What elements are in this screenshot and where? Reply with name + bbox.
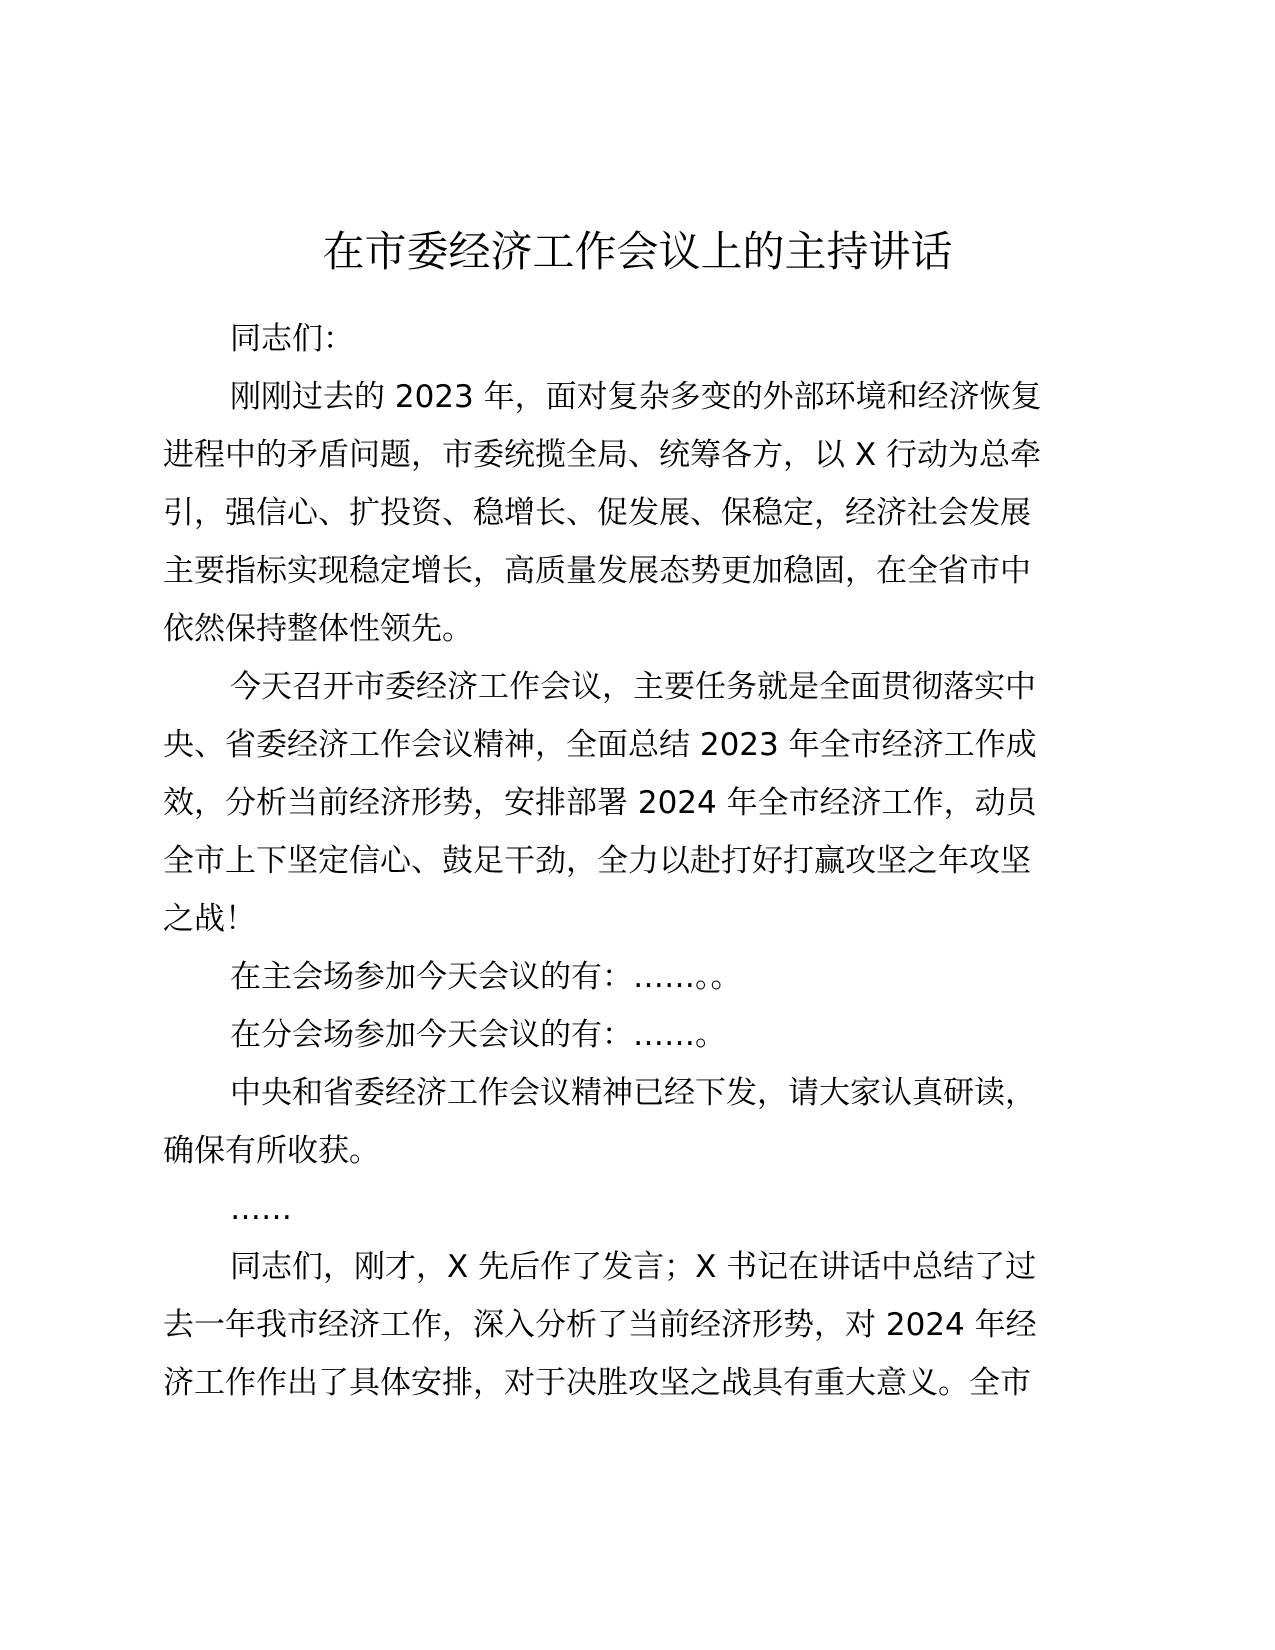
- paragraph-line: ……: [230, 1191, 292, 1227]
- paragraph-line: 刚刚过去的 2023 年，面对复杂多变的外部环境和经济恢复: [230, 379, 1042, 415]
- paragraph-line: 依然保持整体性领先。: [163, 611, 473, 647]
- paragraph-line: 进程中的矛盾问题，市委统揽全局、统筹各方，以 X 行动为总牵: [163, 437, 1041, 473]
- paragraph-line: 全市上下坚定信心、鼓足干劲，全力以赴打好打赢攻坚之年攻坚: [163, 843, 1031, 879]
- paragraph-review-2023: [163, 368, 1098, 658]
- document-body: [163, 310, 1098, 1412]
- paragraph-branch-venue: [163, 1006, 1098, 1064]
- paragraph-line: 在分会场参加今天会议的有：……。: [230, 1017, 726, 1053]
- paragraph-summary: [163, 1238, 1098, 1412]
- paragraph-line: 济工作作出了具体安排，对于决胜攻坚之战具有重大意义。全市: [163, 1365, 1031, 1401]
- paragraph-line: 去一年我市经济工作，深入分析了当前经济形势，对 2024 年经: [163, 1307, 1037, 1343]
- paragraph-line: 同志们，刚才，X 先后作了发言；X 书记在讲话中总结了过: [230, 1249, 1037, 1285]
- paragraph-line: 效，分析当前经济形势，安排部署 2024 年全市经济工作，动员: [163, 785, 1037, 821]
- paragraph-line: 同志们：: [230, 321, 354, 357]
- paragraph-salutation: [163, 310, 1098, 368]
- paragraph-line: 中央和省委经济工作会议精神已经下发，请大家认真研读，: [230, 1075, 1036, 1111]
- paragraph-line: 今天召开市委经济工作会议，主要任务就是全面贯彻落实中: [230, 669, 1036, 705]
- paragraph-line: 主要指标实现稳定增长，高质量发展态势更加稳固，在全省市中: [163, 553, 1031, 589]
- paragraph-line: 引，强信心、扩投资、稳增长、促发展、保稳定，经济社会发展: [163, 495, 1031, 531]
- paragraph-study-request: [163, 1064, 1098, 1180]
- document-title: 在市委经济工作会议上的主持讲话: [322, 227, 953, 276]
- paragraph-line: 之战！: [163, 901, 256, 937]
- paragraph-line: 央、省委经济工作会议精神，全面总结 2023 年全市经济工作成: [163, 727, 1037, 763]
- paragraph-meeting-purpose: [163, 658, 1098, 948]
- paragraph-line: 在主会场参加今天会议的有：……。。: [230, 959, 742, 995]
- paragraph-line: 确保有所收获。: [163, 1133, 380, 1169]
- paragraph-ellipsis: [163, 1180, 1098, 1238]
- paragraph-main-venue: [163, 948, 1098, 1006]
